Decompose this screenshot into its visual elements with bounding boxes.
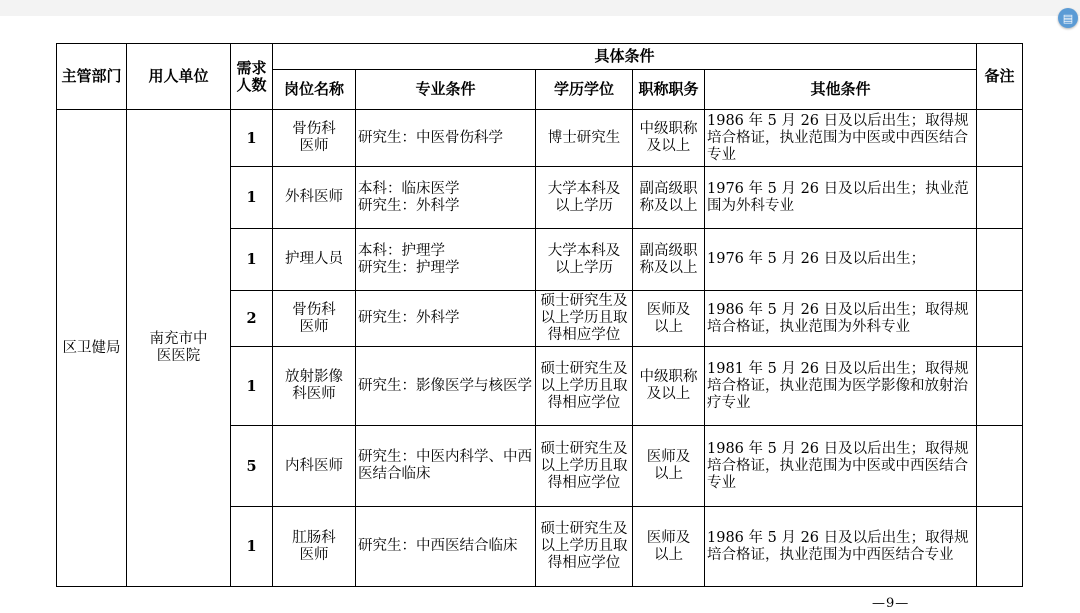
table-cell-other: 1981 年 5 月 26 日及以后出生；取得规培合格证，执业范围为医学影像和放射治疗专业 <box>705 347 977 426</box>
table-cell-count: 1 <box>231 229 273 291</box>
table-cell-education: 硕士研究生及以上学历且取得相应学位 <box>536 426 633 507</box>
table-cell-remarks <box>977 167 1023 229</box>
table-cell-title: 医师及以上 <box>633 507 705 587</box>
table-cell-other: 1976 年 5 月 26 日及以后出生； <box>705 229 977 291</box>
header-conditions-group: 具体条件 <box>273 44 977 70</box>
table-cell-other: 1986 年 5 月 26 日及以后出生；取得规培合格证，执业范围为外科专业 <box>705 291 977 347</box>
table-cell-title: 中级职称及以上 <box>633 110 705 167</box>
table-cell-remarks <box>977 229 1023 291</box>
table-cell-position: 放射影像科医师 <box>273 347 356 426</box>
table-cell-count: 1 <box>231 507 273 587</box>
table-cell-count: 2 <box>231 291 273 347</box>
table-cell-remarks <box>977 507 1023 587</box>
table-cell-position: 内科医师 <box>273 426 356 507</box>
table-cell-major: 本科：护理学 研究生：护理学 <box>356 229 536 291</box>
table-cell-major: 本科：临床医学 研究生：外科学 <box>356 167 536 229</box>
header-position: 岗位名称 <box>273 70 356 110</box>
table-cell-count: 1 <box>231 347 273 426</box>
table-cell-count: 1 <box>231 110 273 167</box>
table-cell-major: 研究生：中医内科学、中西医结合临床 <box>356 426 536 507</box>
table-cell-other: 1976 年 5 月 26 日及以后出生；执业范围为外科专业 <box>705 167 977 229</box>
document-icon[interactable]: ▤ <box>1058 8 1078 28</box>
page-number: —9— <box>872 596 910 611</box>
table-cell-title: 副高级职称及以上 <box>633 229 705 291</box>
employer-cell: 南充市中医医院 <box>127 110 231 587</box>
table-cell-other: 1986 年 5 月 26 日及以后出生；取得规培合格证，执业范围为中医或中西医结合专业 <box>705 426 977 507</box>
table-cell-education: 硕士研究生及以上学历且取得相应学位 <box>536 347 633 426</box>
table-cell-count: 1 <box>231 167 273 229</box>
table-cell-education: 大学本科及以上学历 <box>536 167 633 229</box>
table-cell-major: 研究生：影像医学与核医学 <box>356 347 536 426</box>
table-cell-count: 5 <box>231 426 273 507</box>
table-cell-position: 外科医师 <box>273 167 356 229</box>
table-cell-position: 骨伤科医师 <box>273 291 356 347</box>
header-major: 专业条件 <box>356 70 536 110</box>
table-cell-education: 硕士研究生及以上学历且取得相应学位 <box>536 291 633 347</box>
header-other: 其他条件 <box>705 70 977 110</box>
header-department: 主管部门 <box>57 44 127 110</box>
header-employer: 用人单位 <box>127 44 231 110</box>
table-cell-title: 中级职称及以上 <box>633 347 705 426</box>
table-cell-other: 1986 年 5 月 26 日及以后出生；取得规培合格证，执业范围为中西医结合专业 <box>705 507 977 587</box>
department-cell: 区卫健局 <box>57 110 127 587</box>
header-title: 职称职务 <box>633 70 705 110</box>
header-education: 学历学位 <box>536 70 633 110</box>
table-cell-education: 博士研究生 <box>536 110 633 167</box>
table-cell-major: 研究生：中医骨伤科学 <box>356 110 536 167</box>
header-remarks: 备注 <box>977 44 1023 110</box>
table-cell-title: 医师及以上 <box>633 291 705 347</box>
table-cell-position: 骨伤科医师 <box>273 110 356 167</box>
recruitment-table <box>56 43 1023 587</box>
table-cell-major: 研究生：中西医结合临床 <box>356 507 536 587</box>
header-headcount: 需求人数 <box>231 44 273 110</box>
table-cell-position: 肛肠科医师 <box>273 507 356 587</box>
table-cell-major: 研究生：外科学 <box>356 291 536 347</box>
viewer-top-strip <box>0 0 1080 16</box>
table-cell-title: 医师及以上 <box>633 426 705 507</box>
table-cell-remarks <box>977 426 1023 507</box>
table-cell-remarks <box>977 347 1023 426</box>
table-cell-remarks <box>977 110 1023 167</box>
table-cell-title: 副高级职称及以上 <box>633 167 705 229</box>
table-cell-position: 护理人员 <box>273 229 356 291</box>
table-cell-education: 硕士研究生及以上学历且取得相应学位 <box>536 507 633 587</box>
table-cell-other: 1986 年 5 月 26 日及以后出生；取得规培合格证，执业范围为中医或中西医结合专业 <box>705 110 977 167</box>
table-cell-education: 大学本科及以上学历 <box>536 229 633 291</box>
table-cell-remarks <box>977 291 1023 347</box>
